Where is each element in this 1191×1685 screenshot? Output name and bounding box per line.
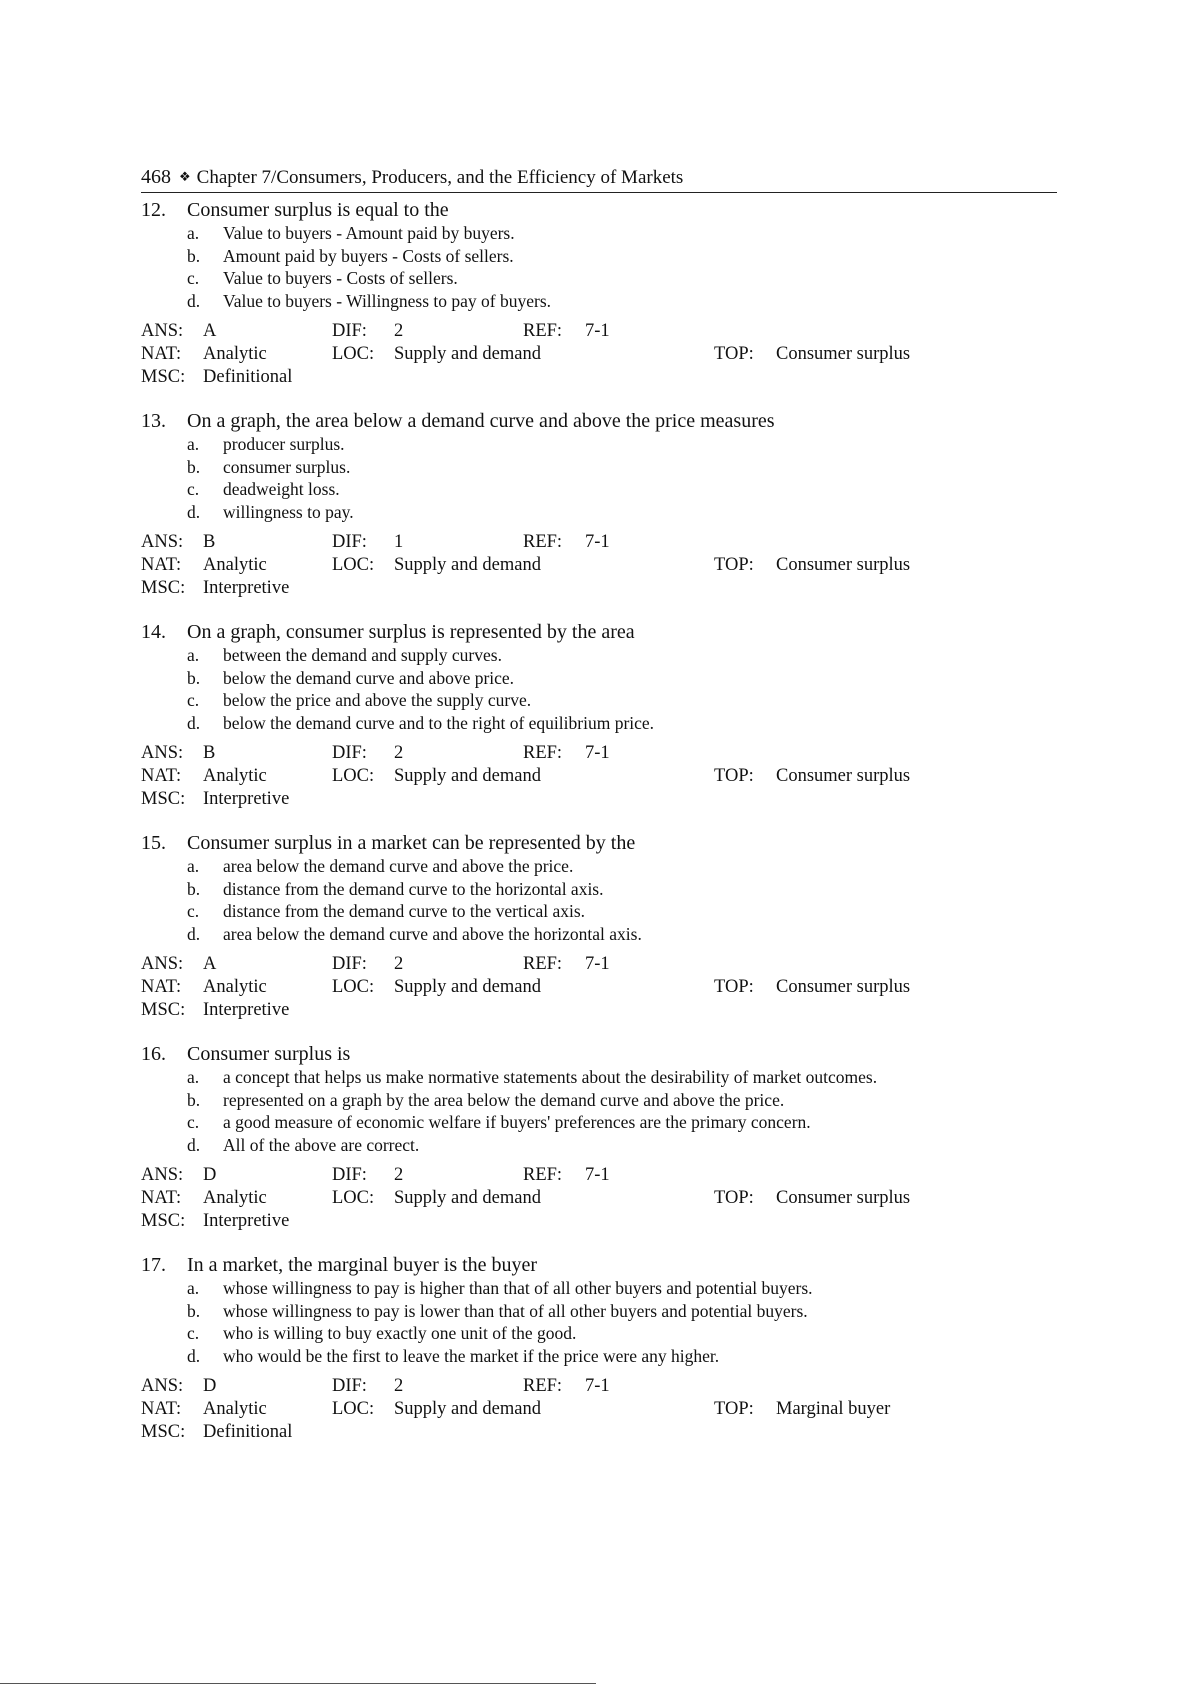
msc-value: Interpretive: [203, 578, 290, 598]
ans-label: ANS:: [141, 321, 184, 341]
answer-option: [141, 900, 1057, 923]
nat-label: NAT:: [141, 1188, 182, 1208]
answer-option: [141, 1277, 1057, 1300]
dif-value: 1: [394, 532, 404, 552]
question-number: 13.: [141, 410, 166, 432]
option-text: All of the above are correct.: [223, 1134, 420, 1155]
msc-value: Interpretive: [203, 789, 290, 809]
answer-option: [141, 1345, 1057, 1368]
page-number: 468: [141, 166, 171, 188]
top-label: TOP:: [714, 766, 754, 786]
option-text: consumer surplus.: [223, 456, 351, 477]
loc-value: Supply and demand: [394, 977, 541, 997]
option-text: a concept that helps us make normative statements about the desirability of market outcomes.: [223, 1067, 878, 1087]
ref-value: 7-1: [585, 532, 610, 552]
option-text: Amount paid by buyers - Costs of sellers.: [223, 245, 514, 266]
ref-label: REF:: [523, 1165, 563, 1185]
nat-value: Analytic: [203, 1399, 267, 1419]
ans-value: B: [203, 532, 216, 552]
ans-label: ANS:: [141, 1376, 184, 1396]
msc-label: MSC:: [141, 789, 186, 809]
nat-label: NAT:: [141, 344, 182, 364]
option-letter: a.: [187, 856, 200, 876]
top-value: Marginal buyer: [776, 1399, 891, 1419]
loc-value: Supply and demand: [394, 555, 541, 575]
option-letter: d.: [187, 923, 201, 944]
option-letter: b.: [187, 1300, 201, 1321]
msc-value: Interpretive: [203, 1000, 290, 1020]
option-letter: a.: [187, 645, 200, 665]
msc-label: MSC:: [141, 367, 186, 387]
top-label: TOP:: [714, 555, 754, 575]
top-label: TOP:: [714, 977, 754, 997]
option-text: distance from the demand curve to the horizontal axis.: [223, 878, 604, 899]
answer-option: [141, 222, 1057, 245]
answer-options: [141, 433, 1057, 523]
question-block: [141, 831, 1057, 1022]
dif-label: DIF:: [332, 743, 367, 763]
ans-label: ANS:: [141, 1165, 184, 1185]
loc-label: LOC:: [332, 766, 375, 786]
question-number: 12.: [141, 199, 166, 221]
ans-value: D: [203, 1165, 217, 1185]
diamond-icon: ❖: [179, 169, 191, 184]
top-value: Consumer surplus: [776, 1188, 911, 1208]
nat-value: Analytic: [203, 766, 267, 786]
option-letter: d.: [187, 290, 201, 311]
option-letter: c.: [187, 479, 200, 499]
top-value: Consumer surplus: [776, 555, 911, 575]
answer-metadata: [141, 320, 1057, 389]
dif-value: 2: [394, 743, 404, 763]
dif-label: DIF:: [332, 1376, 367, 1396]
question-text: Consumer surplus in a market can be represented by the: [187, 832, 636, 854]
option-text: Value to buyers - Costs of sellers.: [223, 268, 458, 288]
question-text: Consumer surplus is equal to the: [187, 199, 449, 221]
dif-label: DIF:: [332, 321, 367, 341]
ans-value: D: [203, 1376, 217, 1396]
question-text: On a graph, the area below a demand curve and above the price measures: [187, 410, 775, 432]
answer-option: [141, 478, 1057, 501]
loc-value: Supply and demand: [394, 766, 541, 786]
answer-option: [141, 267, 1057, 290]
ref-label: REF:: [523, 743, 563, 763]
answer-metadata: [141, 1375, 1057, 1444]
msc-label: MSC:: [141, 578, 186, 598]
question-block: [141, 198, 1057, 389]
nat-value: Analytic: [203, 1188, 267, 1208]
ans-label: ANS:: [141, 954, 184, 974]
question-text: On a graph, consumer surplus is represented by the area: [187, 621, 635, 643]
answer-option: [141, 644, 1057, 667]
answer-options: [141, 222, 1057, 312]
top-label: TOP:: [714, 1188, 754, 1208]
top-value: Consumer surplus: [776, 344, 911, 364]
option-letter: a.: [187, 1067, 200, 1087]
option-text: Value to buyers - Amount paid by buyers.: [223, 223, 515, 243]
answer-option: [141, 689, 1057, 712]
loc-label: LOC:: [332, 555, 375, 575]
dif-value: 2: [394, 954, 404, 974]
chapter-title: Chapter 7/Consumers, Producers, and the Efficiency of Markets: [196, 167, 684, 188]
option-text: whose willingness to pay is lower than that of all other buyers and potential buyers.: [223, 1300, 808, 1321]
option-letter: c.: [187, 690, 200, 710]
loc-value: Supply and demand: [394, 1188, 541, 1208]
option-text: area below the demand curve and above the price.: [223, 856, 574, 876]
answer-options: [141, 1066, 1057, 1156]
question-number: 16.: [141, 1043, 166, 1065]
option-text: between the demand and supply curves.: [223, 645, 502, 665]
option-letter: b.: [187, 245, 201, 266]
ref-value: 7-1: [585, 954, 610, 974]
option-text: below the price and above the supply curve.: [223, 690, 532, 710]
option-text: area below the demand curve and above the horizontal axis.: [223, 923, 642, 944]
answer-options: [141, 1277, 1057, 1367]
loc-label: LOC:: [332, 1399, 375, 1419]
answer-option: [141, 1111, 1057, 1134]
top-label: TOP:: [714, 344, 754, 364]
option-letter: b.: [187, 456, 201, 477]
msc-label: MSC:: [141, 1211, 186, 1231]
answer-option: [141, 1322, 1057, 1345]
answer-option: [141, 245, 1057, 268]
option-letter: c.: [187, 1323, 200, 1343]
option-text: producer surplus.: [223, 434, 345, 454]
question-block: [141, 409, 1057, 600]
nat-label: NAT:: [141, 977, 182, 997]
nat-label: NAT:: [141, 555, 182, 575]
option-text: Value to buyers - Willingness to pay of buyers.: [223, 290, 552, 311]
option-text: below the demand curve and above price.: [223, 667, 515, 688]
loc-label: LOC:: [332, 1188, 375, 1208]
question-stem: [141, 831, 1057, 855]
option-text: willingness to pay.: [223, 501, 354, 522]
answer-metadata: [141, 531, 1057, 600]
ref-value: 7-1: [585, 1376, 610, 1396]
nat-value: Analytic: [203, 344, 267, 364]
msc-value: Definitional: [203, 367, 293, 387]
option-letter: a.: [187, 223, 200, 243]
ans-value: A: [203, 321, 217, 341]
answer-option: [141, 1300, 1057, 1323]
option-text: whose willingness to pay is higher than that of all other buyers and potential buyers.: [223, 1278, 813, 1298]
answer-option: [141, 1089, 1057, 1112]
question-number: 15.: [141, 832, 166, 854]
nat-value: Analytic: [203, 555, 267, 575]
option-letter: b.: [187, 878, 201, 899]
ans-value: A: [203, 954, 217, 974]
answer-option: [141, 456, 1057, 479]
dif-label: DIF:: [332, 954, 367, 974]
answer-metadata: [141, 742, 1057, 811]
answer-option: [141, 878, 1057, 901]
answer-option: [141, 1134, 1057, 1157]
ref-value: 7-1: [585, 1165, 610, 1185]
ans-label: ANS:: [141, 532, 184, 552]
option-letter: c.: [187, 268, 200, 288]
footer-rule: [0, 1683, 596, 1684]
top-value: Consumer surplus: [776, 766, 911, 786]
option-text: deadweight loss.: [223, 479, 340, 499]
ref-label: REF:: [523, 321, 563, 341]
question-stem: [141, 1042, 1057, 1066]
option-text: a good measure of economic welfare if buyers' preferences are the primary concern.: [223, 1112, 811, 1132]
loc-label: LOC:: [332, 344, 375, 364]
question-block: [141, 1253, 1057, 1444]
nat-label: NAT:: [141, 1399, 182, 1419]
ans-label: ANS:: [141, 743, 184, 763]
question-block: [141, 1042, 1057, 1233]
option-text: represented on a graph by the area below the demand curve and above the price.: [223, 1089, 785, 1110]
msc-label: MSC:: [141, 1000, 186, 1020]
top-value: Consumer surplus: [776, 977, 911, 997]
answer-options: [141, 644, 1057, 734]
answer-option: [141, 667, 1057, 690]
ref-value: 7-1: [585, 321, 610, 341]
ref-label: REF:: [523, 954, 563, 974]
msc-label: MSC:: [141, 1422, 186, 1442]
ref-value: 7-1: [585, 743, 610, 763]
question-list: [141, 198, 1057, 1464]
option-text: distance from the demand curve to the vertical axis.: [223, 901, 586, 921]
msc-value: Definitional: [203, 1422, 293, 1442]
option-letter: c.: [187, 1112, 200, 1132]
answer-metadata: [141, 1164, 1057, 1233]
option-letter: d.: [187, 501, 201, 522]
nat-value: Analytic: [203, 977, 267, 997]
dif-value: 2: [394, 1165, 404, 1185]
question-block: [141, 620, 1057, 811]
answer-option: [141, 501, 1057, 524]
answer-option: [141, 290, 1057, 313]
top-label: TOP:: [714, 1399, 754, 1419]
answer-option: [141, 1066, 1057, 1089]
option-letter: b.: [187, 667, 201, 688]
dif-label: DIF:: [332, 1165, 367, 1185]
question-number: 14.: [141, 621, 166, 643]
ref-label: REF:: [523, 1376, 563, 1396]
option-letter: a.: [187, 434, 200, 454]
nat-label: NAT:: [141, 766, 182, 786]
page-header: [141, 163, 1057, 193]
option-text: who would be the first to leave the market if the price were any higher.: [223, 1345, 720, 1366]
option-letter: a.: [187, 1278, 200, 1298]
question-stem: [141, 409, 1057, 433]
ref-label: REF:: [523, 532, 563, 552]
ans-value: B: [203, 743, 216, 763]
answer-option: [141, 712, 1057, 735]
option-text: who is willing to buy exactly one unit of the good.: [223, 1323, 577, 1343]
option-letter: c.: [187, 901, 200, 921]
loc-value: Supply and demand: [394, 1399, 541, 1419]
loc-label: LOC:: [332, 977, 375, 997]
dif-value: 2: [394, 321, 404, 341]
dif-label: DIF:: [332, 532, 367, 552]
option-letter: d.: [187, 1134, 201, 1155]
option-letter: d.: [187, 1345, 201, 1366]
question-number: 17.: [141, 1254, 166, 1276]
answer-option: [141, 855, 1057, 878]
option-letter: b.: [187, 1089, 201, 1110]
msc-value: Interpretive: [203, 1211, 290, 1231]
question-stem: [141, 198, 1057, 222]
answer-option: [141, 433, 1057, 456]
answer-option: [141, 923, 1057, 946]
answer-metadata: [141, 953, 1057, 1022]
question-text: In a market, the marginal buyer is the buyer: [187, 1254, 538, 1276]
question-stem: [141, 1253, 1057, 1277]
dif-value: 2: [394, 1376, 404, 1396]
answer-options: [141, 855, 1057, 945]
loc-value: Supply and demand: [394, 344, 541, 364]
option-text: below the demand curve and to the right of equilibrium price.: [223, 712, 655, 733]
question-stem: [141, 620, 1057, 644]
question-text: Consumer surplus is: [187, 1043, 351, 1065]
option-letter: d.: [187, 712, 201, 733]
